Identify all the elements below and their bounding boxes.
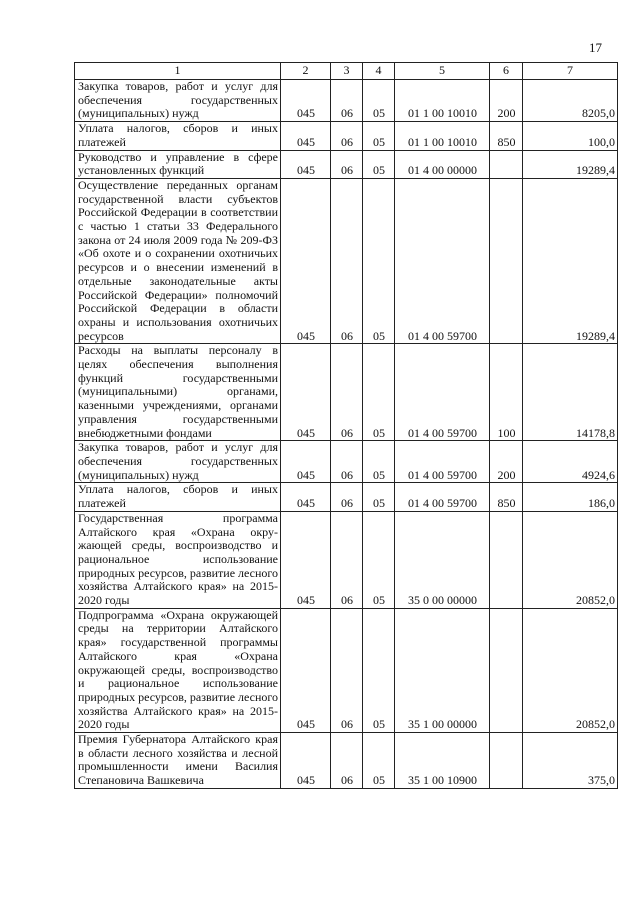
header-cell: 5 (395, 63, 490, 80)
amount: 4924,6 (523, 441, 618, 483)
item-name: Закупка товаров, работ и услуг для обеспечения государственных (муниципальных) нужд (75, 441, 281, 483)
target-code: 01 4 00 59700 (395, 344, 490, 441)
section-code: 06 (331, 178, 363, 343)
section-code: 06 (331, 150, 363, 178)
section-code: 06 (331, 483, 363, 511)
expense-type-code (490, 511, 523, 608)
header-cell: 4 (363, 63, 395, 80)
amount: 8205,0 (523, 80, 618, 122)
target-code: 01 4 00 59700 (395, 441, 490, 483)
target-code: 01 4 00 00000 (395, 150, 490, 178)
ministry-code: 045 (281, 80, 331, 122)
header-cell: 1 (75, 63, 281, 80)
section-code: 06 (331, 511, 363, 608)
item-name: Уплата налогов, сборов и иных платежей (75, 122, 281, 150)
table-header-row (75, 63, 618, 80)
header-cell: 2 (281, 63, 331, 80)
expense-type-code (490, 178, 523, 343)
ministry-code: 045 (281, 441, 331, 483)
table-row (75, 150, 618, 178)
item-name: Государственная программа Алтайского края «Охрана окружающей среды, воспроизводство и рациональное использование природных ресурсов, развитие лесного хозяйства Алтайского края» на 2015-2020 годы (75, 511, 281, 608)
budget-table (74, 62, 618, 789)
target-code: 01 4 00 59700 (395, 483, 490, 511)
amount: 19289,4 (523, 178, 618, 343)
item-name: Премия Губернатора Алтайского края в области лесного хозяйства и лесной промышленности имени Василия Степановича Вашкевича (75, 733, 281, 789)
expense-type-code: 200 (490, 80, 523, 122)
item-name: Уплата налогов, сборов и иных платежей (75, 483, 281, 511)
subsection-code: 05 (363, 483, 395, 511)
target-code: 01 1 00 10010 (395, 122, 490, 150)
subsection-code: 05 (363, 80, 395, 122)
table-row (75, 733, 618, 789)
header-cell: 7 (523, 63, 618, 80)
table-row (75, 344, 618, 441)
item-name: Расходы на выплаты персоналу в целях обеспечения выполнения функций государственными (муниципальными) органами, казенными учреждениями, органами управления государственными внебюджетными фондами (75, 344, 281, 441)
item-name: Закупка товаров, работ и услуг для обеспечения государственных (муниципальных) нужд (75, 80, 281, 122)
subsection-code: 05 (363, 122, 395, 150)
amount: 186,0 (523, 483, 618, 511)
section-code: 06 (331, 122, 363, 150)
table-row (75, 122, 618, 150)
subsection-code: 05 (363, 511, 395, 608)
expense-type-code: 850 (490, 483, 523, 511)
subsection-code: 05 (363, 150, 395, 178)
header-cell: 6 (490, 63, 523, 80)
subsection-code: 05 (363, 441, 395, 483)
target-code: 35 1 00 10900 (395, 733, 490, 789)
ministry-code: 045 (281, 483, 331, 511)
ministry-code: 045 (281, 511, 331, 608)
ministry-code: 045 (281, 178, 331, 343)
ministry-code: 045 (281, 150, 331, 178)
item-name: Подпрограмма «Охрана окружающей среды на территории Алтайского края» государственной программы Алтайского края «Охрана окружающей среды, воспроизводство и рациональное использование природных ресурсов, развитие лесного хозяйства Алтайского края» на 2015-2020 годы (75, 608, 281, 732)
ministry-code: 045 (281, 733, 331, 789)
table-row (75, 441, 618, 483)
section-code: 06 (331, 80, 363, 122)
ministry-code: 045 (281, 608, 331, 732)
amount: 100,0 (523, 122, 618, 150)
target-code: 35 1 00 00000 (395, 608, 490, 732)
amount: 19289,4 (523, 150, 618, 178)
table-row (75, 80, 618, 122)
table-row (75, 511, 618, 608)
expense-type-code (490, 608, 523, 732)
expense-type-code: 100 (490, 344, 523, 441)
amount: 375,0 (523, 733, 618, 789)
expense-type-code: 850 (490, 122, 523, 150)
item-name: Руководство и управление в сфере установленных функций (75, 150, 281, 178)
subsection-code: 05 (363, 608, 395, 732)
expense-type-code (490, 150, 523, 178)
ministry-code: 045 (281, 122, 331, 150)
table-row (75, 178, 618, 343)
table-row (75, 608, 618, 732)
section-code: 06 (331, 441, 363, 483)
section-code: 06 (331, 608, 363, 732)
subsection-code: 05 (363, 733, 395, 789)
expense-type-code: 200 (490, 441, 523, 483)
header-cell: 3 (331, 63, 363, 80)
table-row (75, 483, 618, 511)
amount: 20852,0 (523, 608, 618, 732)
subsection-code: 05 (363, 178, 395, 343)
amount: 20852,0 (523, 511, 618, 608)
section-code: 06 (331, 344, 363, 441)
ministry-code: 045 (281, 344, 331, 441)
section-code: 06 (331, 733, 363, 789)
target-code: 01 1 00 10010 (395, 80, 490, 122)
item-name: Осуществление переданных органам государственной власти субъектов Российской Федерации в соответствии с частью 1 статьи 33 Федерального закона от 24 июля 2009 года № 209-ФЗ «Об охоте и о сохранении охотничьих ресурсов и о внесении изменений в отдельные законодательные акты Российской Федерации» полномочий Российской Федерации в области охраны и использования охотничьих ресурсов (75, 178, 281, 343)
target-code: 01 4 00 59700 (395, 178, 490, 343)
subsection-code: 05 (363, 344, 395, 441)
target-code: 35 0 00 00000 (395, 511, 490, 608)
expense-type-code (490, 733, 523, 789)
amount: 14178,8 (523, 344, 618, 441)
page-number: 17 (589, 40, 602, 55)
